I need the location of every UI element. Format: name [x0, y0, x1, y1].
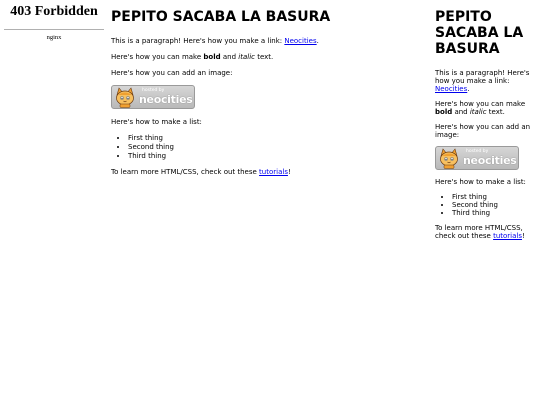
- bold-text: bold: [203, 53, 221, 61]
- list-item: • Second thing: [452, 201, 535, 209]
- paragraph-image: Here's how you can add an image:: [435, 123, 531, 139]
- badge-brand-text: neocities: [463, 154, 517, 167]
- paragraph-list: Here's how to make a list:: [435, 178, 526, 186]
- list-item: • Second thing: [128, 143, 421, 152]
- neocities-link[interactable]: Neocities: [284, 37, 317, 45]
- server-name: nginx: [46, 34, 62, 41]
- punctuation: !: [287, 168, 291, 176]
- paragraph-format: [111, 53, 421, 62]
- paragraph-text: Here's how you can make: [435, 100, 526, 108]
- neocities-cat-icon: [114, 87, 136, 108]
- page-title: PEPITO SACABA LA BASURA: [111, 9, 331, 25]
- paragraph-text: and: [452, 108, 470, 116]
- badge-hosted-text: hosted by: [142, 88, 165, 93]
- tutorials-link[interactable]: tutorials: [493, 232, 522, 240]
- paragraph-text: text.: [486, 108, 505, 116]
- paragraph-text: text.: [254, 53, 274, 61]
- punctuation: .: [316, 37, 319, 45]
- neocities-badge: [435, 146, 519, 170]
- list-item: • Third thing: [128, 152, 421, 161]
- paragraph-text: Here's how you can make: [111, 53, 204, 61]
- error-frame: [0, 0, 108, 405]
- badge-hosted-text: hosted by: [466, 149, 489, 154]
- list-item: • Third thing: [452, 209, 535, 217]
- tutorials-link[interactable]: tutorials: [259, 168, 288, 176]
- paragraph-tutorials: [435, 224, 535, 240]
- divider: [4, 29, 104, 30]
- italic-text: italic: [238, 53, 255, 61]
- paragraph-tutorials: [111, 168, 421, 177]
- page-title: PEPITO SACABA LA BASURA: [435, 9, 524, 57]
- list-item: • First thing: [128, 134, 421, 143]
- list-item: • First thing: [452, 193, 535, 201]
- paragraph-format: [435, 100, 535, 116]
- paragraph-link: [435, 69, 535, 93]
- bold-text: bold: [435, 108, 453, 116]
- italic-text: italic: [469, 108, 487, 116]
- thing-list: [111, 134, 421, 161]
- paragraph-image: Here's how you can add an image:: [111, 69, 233, 77]
- punctuation: .: [467, 85, 470, 93]
- badge-brand-text: neocities: [139, 93, 193, 106]
- paragraph-list: Here's how to make a list:: [111, 118, 202, 126]
- paragraph-text: and: [220, 53, 239, 61]
- error-title: 403 Forbidden: [10, 4, 98, 19]
- paragraph-text: To learn more HTML/CSS, check out these: [111, 168, 260, 176]
- paragraph-text: To learn more HTML/CSS, check out these: [435, 224, 523, 240]
- neocities-badge: [111, 85, 195, 109]
- neocities-cat-icon: [438, 148, 460, 169]
- side-frame: [435, 0, 535, 247]
- thing-list: [435, 193, 535, 217]
- neocities-link[interactable]: Neocities: [435, 85, 468, 93]
- paragraph-text: This is a paragraph! Here's how you make a link:: [435, 69, 530, 85]
- punctuation: !: [522, 232, 525, 240]
- main-frame: [111, 0, 421, 184]
- paragraph-link: [111, 37, 421, 46]
- paragraph-text: This is a paragraph! Here's how you make a link:: [111, 37, 285, 45]
